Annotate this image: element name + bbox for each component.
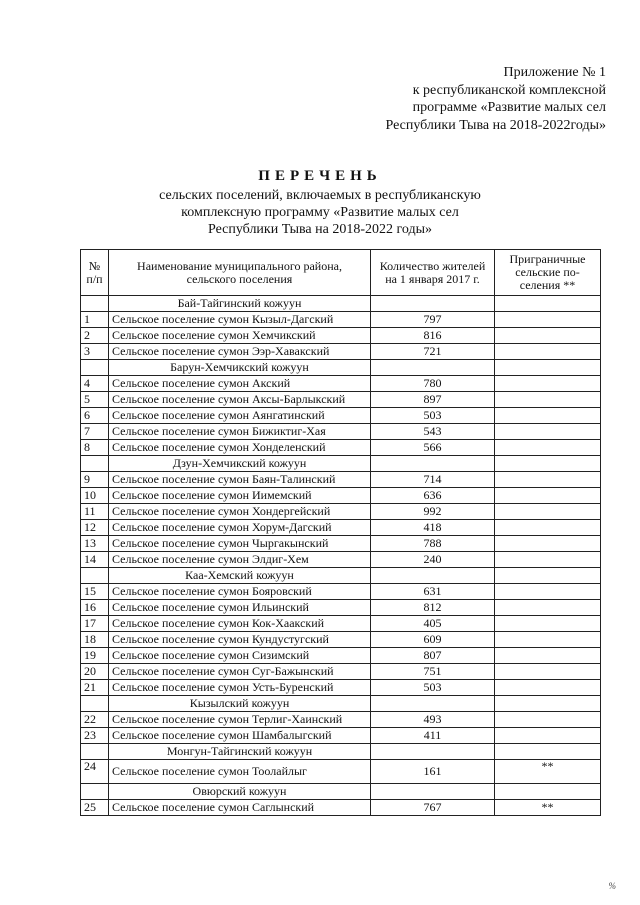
border-mark [495,504,601,520]
district-border-cell [495,568,601,584]
border-mark [495,312,601,328]
district-row [81,360,601,376]
district-border-cell [495,744,601,760]
settlement-name: Сельское поселение сумон Ээр-Хавакский [109,344,371,360]
table-row [81,536,601,552]
table-row [81,408,601,424]
table-row [81,552,601,568]
title-line: Республики Тыва на 2018-2022 годы» [207,222,433,237]
border-mark: ** [495,800,601,816]
district-num-cell [81,568,109,584]
district-row [81,296,601,312]
district-num-cell [81,360,109,376]
district-row [81,456,601,472]
settlement-name: Сельское поселение сумон Суг-Бажынский [109,664,371,680]
population-value: 609 [371,632,495,648]
settlement-name: Сельское поселение сумон Акский [109,376,371,392]
appendix-line: Республики Тыва на 2018-2022годы» [385,117,606,133]
district-pop-cell [371,696,495,712]
border-mark [495,424,601,440]
border-mark [495,328,601,344]
population-value: 161 [371,760,495,784]
row-num: 1 [81,312,109,328]
table-row [81,424,601,440]
border-mark [495,600,601,616]
population-value: 411 [371,728,495,744]
table-row [81,632,601,648]
population-value: 405 [371,616,495,632]
population-value: 503 [371,680,495,696]
district-num-cell [81,296,109,312]
table-body [81,296,601,816]
border-mark [495,584,601,600]
row-num: 18 [81,632,109,648]
population-value: 816 [371,328,495,344]
population-value: 636 [371,488,495,504]
district-pop-cell [371,360,495,376]
population-value: 780 [371,376,495,392]
row-num: 7 [81,424,109,440]
district-row [81,568,601,584]
settlement-name: Сельское поселение сумон Ильинский [109,600,371,616]
settlement-name: Сельское поселение сумон Хонделенский [109,440,371,456]
table-row [81,584,601,600]
row-num: 6 [81,408,109,424]
settlement-name: Сельское поселение сумон Терлиг-Хаинский [109,712,371,728]
population-value: 767 [371,800,495,816]
row-num: 16 [81,600,109,616]
row-num: 2 [81,328,109,344]
district-name: Барун-Хемчикский кожуун [109,360,371,376]
row-num: 5 [81,392,109,408]
border-mark [495,728,601,744]
settlement-name: Сельское поселение сумон Кок-Хаакский [109,616,371,632]
district-border-cell [495,784,601,800]
table-row [81,376,601,392]
table-row [81,472,601,488]
row-num: 20 [81,664,109,680]
table-row [81,488,601,504]
appendix-line: Приложение № 1 [503,65,606,80]
settlement-name: Сельское поселение сумон Аксы-Барлыкский [109,392,371,408]
district-name: Бай-Тайгинский кожуун [109,296,371,312]
population-value: 797 [371,312,495,328]
district-num-cell [81,744,109,760]
settlement-name: Сельское поселение сумон Баян-Талинский [109,472,371,488]
population-value: 807 [371,648,495,664]
row-num: 10 [81,488,109,504]
row-num: 8 [81,440,109,456]
border-mark [495,664,601,680]
district-num-cell [81,784,109,800]
row-num: 14 [81,552,109,568]
row-num: 4 [81,376,109,392]
border-mark [495,344,601,360]
settlement-name: Сельское поселение сумон Иимемский [109,488,371,504]
district-name: Кызылский кожуун [109,696,371,712]
row-num: 9 [81,472,109,488]
district-pop-cell [371,784,495,800]
settlement-name: Сельское поселение сумон Саглынский [109,800,371,816]
border-mark [495,536,601,552]
border-mark [495,440,601,456]
row-num: 11 [81,504,109,520]
table-row [81,712,601,728]
population-value: 897 [371,392,495,408]
district-pop-cell [371,296,495,312]
settlement-name: Сельское поселение сумон Кундустугский [109,632,371,648]
table-row [81,312,601,328]
population-value: 751 [371,664,495,680]
population-value: 566 [371,440,495,456]
population-value: 721 [371,344,495,360]
settlement-name: Сельское поселение сумон Аянгатинский [109,408,371,424]
title-heading: ПЕРЕЧЕНЬ [258,168,382,184]
settlements-table [80,249,601,816]
table-header-row [81,250,601,296]
district-num-cell [81,456,109,472]
row-num: 19 [81,648,109,664]
border-mark [495,472,601,488]
population-value: 503 [371,408,495,424]
row-num: 23 [81,728,109,744]
district-border-cell [495,696,601,712]
table-row [81,800,601,816]
table-row [81,520,601,536]
population-value: 240 [371,552,495,568]
border-mark [495,648,601,664]
table-row [81,760,601,784]
table-row [81,328,601,344]
settlement-name: Сельское поселение сумон Бижиктиг-Хая [109,424,371,440]
district-pop-cell [371,744,495,760]
border-mark [495,488,601,504]
settlement-name: Сельское поселение сумон Чыргакынский [109,536,371,552]
border-mark [495,376,601,392]
district-pop-cell [371,456,495,472]
settlement-name: Сельское поселение сумон Усть-Буренский [109,680,371,696]
population-value: 992 [371,504,495,520]
population-value: 418 [371,520,495,536]
district-row [81,784,601,800]
border-mark: ** [495,760,601,784]
page-corner-mark: % [608,881,616,891]
row-num: 25 [81,800,109,816]
row-num: 22 [81,712,109,728]
table-row [81,344,601,360]
district-row [81,744,601,760]
header-border: Приграничные сельские по-селения ** [495,250,601,296]
district-border-cell [495,456,601,472]
table-row [81,616,601,632]
settlement-name: Сельское поселение сумон Шамбалыгский [109,728,371,744]
border-mark [495,632,601,648]
border-mark [495,552,601,568]
table-row [81,600,601,616]
document-title [0,168,640,238]
district-name: Каа-Хемский кожуун [109,568,371,584]
district-border-cell [495,360,601,376]
district-row [81,696,601,712]
table-row [81,680,601,696]
border-mark [495,408,601,424]
district-num-cell [81,696,109,712]
settlement-name: Сельское поселение сумон Хондергейский [109,504,371,520]
settlement-name: Сельское поселение сумон Элдиг-Хем [109,552,371,568]
appendix-header [346,64,606,134]
population-value: 788 [371,536,495,552]
row-num: 12 [81,520,109,536]
row-num: 15 [81,584,109,600]
border-mark [495,616,601,632]
population-value: 543 [371,424,495,440]
row-num: 21 [81,680,109,696]
district-name: Монгун-Тайгинский кожуун [109,744,371,760]
table-row [81,728,601,744]
settlement-name: Сельское поселение сумон Хемчикский [109,328,371,344]
settlement-name: Сельское поселение сумон Кызыл-Дагский [109,312,371,328]
appendix-line: к республиканской комплексной [412,82,606,98]
header-name: Наименование муниципального района, сельского поселения [109,250,371,296]
row-num: 17 [81,616,109,632]
settlement-name: Сельское поселение сумон Хорум-Дагский [109,520,371,536]
population-value: 631 [371,584,495,600]
settlement-name: Сельское поселение сумон Бояровский [109,584,371,600]
table-row [81,664,601,680]
border-mark [495,712,601,728]
title-line: сельских поселений, включаемых в республиканскую [159,188,481,203]
row-num: 24 [81,760,109,784]
district-pop-cell [371,568,495,584]
population-value: 812 [371,600,495,616]
table-row [81,392,601,408]
row-num: 3 [81,344,109,360]
title-line: комплексную программу «Развитие малых сел [181,205,459,220]
header-num: № п/п [81,250,109,296]
border-mark [495,520,601,536]
table-row [81,440,601,456]
population-value: 714 [371,472,495,488]
border-mark [495,680,601,696]
appendix-line: программе «Развитие малых сел [412,100,606,115]
district-border-cell [495,296,601,312]
table-row [81,504,601,520]
row-num: 13 [81,536,109,552]
header-population: Количество жителей на 1 января 2017 г. [371,250,495,296]
population-value: 493 [371,712,495,728]
district-name: Овюрский кожуун [109,784,371,800]
border-mark [495,392,601,408]
settlement-name: Сельское поселение сумон Сизимский [109,648,371,664]
table-row [81,648,601,664]
settlement-name: Сельское поселение сумон Тоолайлыг [109,760,371,784]
district-name: Дзун-Хемчикский кожуун [109,456,371,472]
